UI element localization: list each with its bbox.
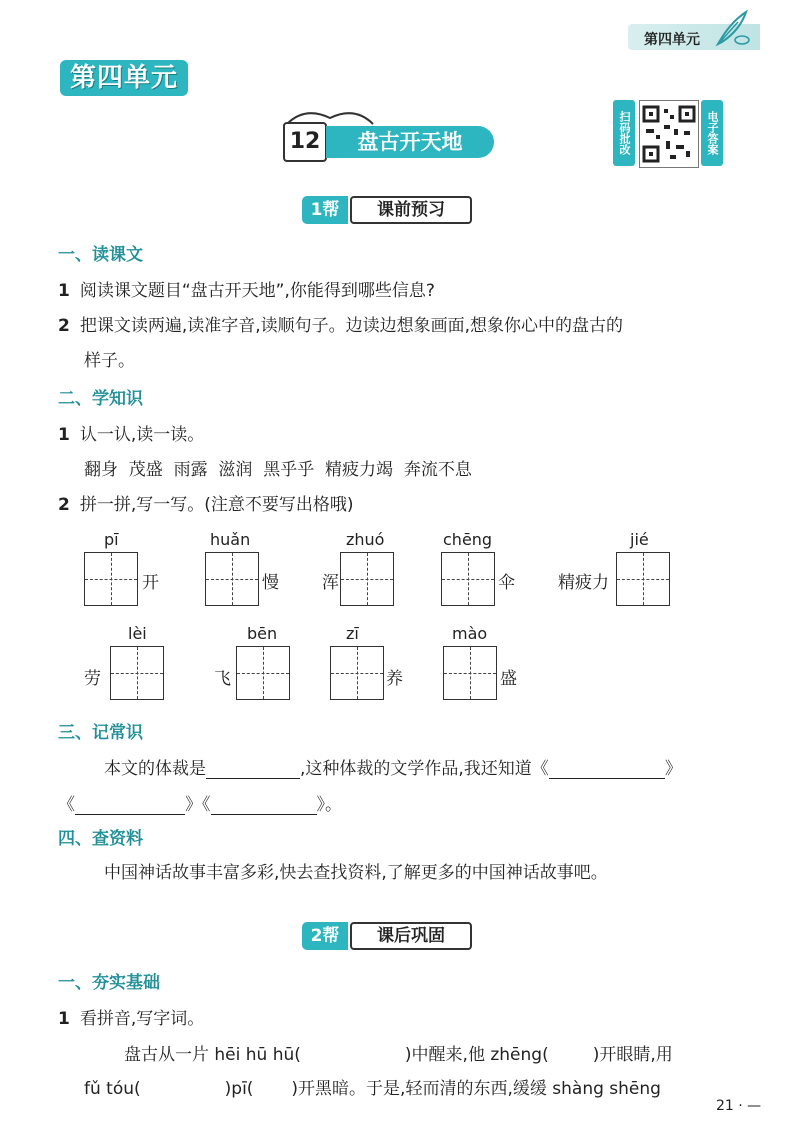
word-char: 伞 [498,573,515,593]
qr-code-panel[interactable] [613,100,723,166]
pinyin-label: zhuó [346,530,385,549]
fill-text: )开眼睛,用 [592,1045,673,1065]
question-1 [58,276,435,301]
writing-box[interactable] [330,646,384,700]
pinyin-fill-line-1 [124,1040,673,1065]
word-char: 盛 [500,669,517,689]
question-number: 1 [58,425,70,445]
fill-text: fǔ tóu( [84,1079,141,1099]
fill-text: 》。 [316,795,342,815]
pinyin-label: lèi [128,624,147,643]
fill-text: 本文的体裁是 [104,759,206,779]
writing-box[interactable] [84,552,138,606]
unit-title: 第四单元 [60,60,188,96]
section-title-basics: 一、夯实基础 [58,973,160,993]
writing-box[interactable] [616,552,670,606]
question-4 [58,490,354,515]
fill-text: ,这种体裁的文学作品,我还知道《 [300,759,549,779]
pinyin-fill-line-2 [84,1074,661,1099]
word-char: 养 [386,669,403,689]
writing-box[interactable] [236,646,290,700]
feather-icon [712,8,752,48]
question-text: 认一认,读一读。 [79,425,205,445]
word-char: 开 [142,573,159,593]
question-number: 1 [58,1009,70,1029]
answer-blank[interactable] [206,760,300,779]
pinyin-label: mào [452,624,488,643]
question-text: 看拼音,写字词。 [79,1009,205,1029]
pinyin-label: jié [630,530,649,549]
word-char: 精疲力 [558,573,609,593]
section-title-read: 一、读课文 [58,245,143,265]
research-text: 中国神话故事丰富多彩,快去查找资料,了解更多的中国神话故事吧。 [104,863,608,883]
answer-blank[interactable] [75,796,185,815]
fill-line-1 [104,754,682,779]
answer-blank[interactable] [549,760,665,779]
badge-number: 1帮 [302,196,348,224]
pinyin-label: chēng [443,530,493,549]
pinyin-label: bēn [247,624,278,643]
writing-box[interactable] [340,552,394,606]
writing-box[interactable] [205,552,259,606]
word-char: 劳 [84,669,101,689]
word-list: 翻身 茂盛 雨露 滋润 黑乎乎 精疲力竭 奔流不息 [84,460,472,480]
question-text: 阅读课文题目“盘古开天地”,你能得到哪些信息? [79,281,435,301]
word-char: 浑 [322,573,339,593]
badge-label: 课后巩固 [350,922,472,950]
question-2 [58,311,623,336]
question-text: 拼一拼,写一写。(注意不要写出格哦) [79,495,354,515]
question-2-cont: 样子。 [84,351,135,371]
answer-blank[interactable] [211,796,317,815]
question-3 [58,420,204,445]
badge-label: 课前预习 [350,196,472,224]
word-char: 飞 [214,669,231,689]
question-number: 2 [58,316,70,336]
fill-text: 》 [664,759,682,779]
page-number: 21 · — [716,1098,762,1114]
fill-text: 盘古从一片 hēi hū hū( [124,1045,301,1065]
pinyin-label: pī [104,530,119,549]
fill-line-2 [58,790,342,815]
fill-text: )开黑暗。于是,轻而清的东西,缓缓 shàng shēng [291,1079,661,1099]
badge-number: 2帮 [302,922,348,950]
fill-text: 《 [58,795,75,815]
qr-code-icon[interactable] [639,100,699,168]
unit-tab-label: 第四单元 [644,32,700,48]
question-number: 2 [58,495,70,515]
qr-left-label: 扫码批改 [613,100,635,166]
fill-text: 》《 [185,795,211,815]
section-title-research: 四、查资料 [58,829,143,849]
writing-box[interactable] [443,646,497,700]
fill-text: )中醒来,他 zhēng( [404,1045,549,1065]
pinyin-label: zī [346,624,359,643]
writing-box[interactable] [441,552,495,606]
section-title-knowledge: 二、学知识 [58,389,143,409]
question-number: 1 [58,281,70,301]
qr-right-label: 电子答案 [701,100,723,166]
pinyin-label: huǎn [210,530,251,549]
question-5 [58,1004,204,1029]
section-title-common-sense: 三、记常识 [58,723,143,743]
question-text: 把课文读两遍,读准字音,读顺句子。边读边想象画面,想象你心中的盘古的 [79,316,624,336]
word-char: 慢 [262,573,279,593]
lesson-title: 盘古开天地 [326,126,494,158]
writing-box[interactable] [110,646,164,700]
lesson-number: 12 [283,122,327,162]
fill-text: )pī( [224,1079,254,1099]
